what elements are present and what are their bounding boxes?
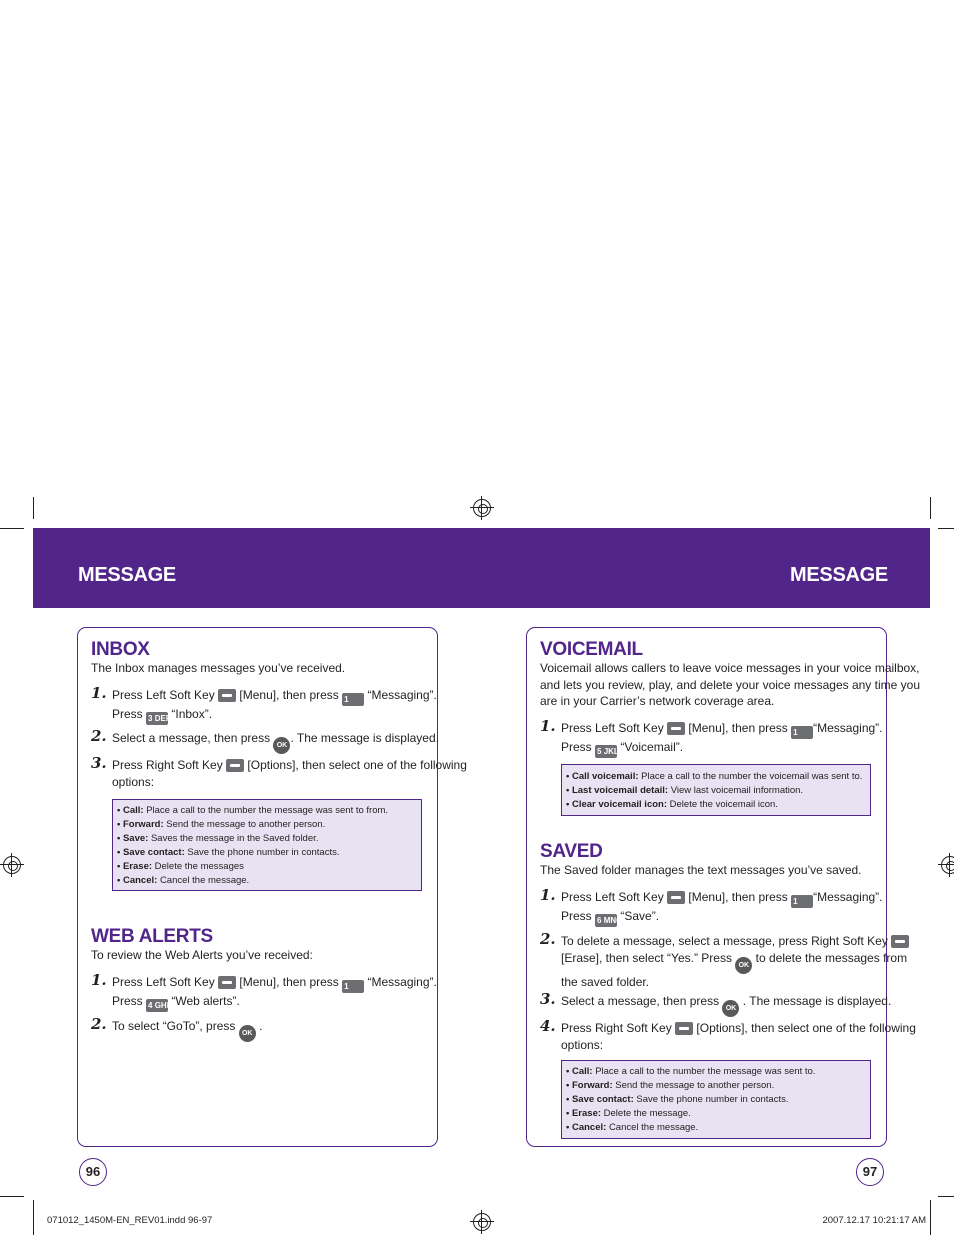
voicemail-heading: VOICEMAIL — [540, 639, 643, 660]
option-item — [566, 1079, 870, 1093]
web-alerts-intro: To review the Web Alerts you’ve received: — [91, 948, 313, 962]
intro-line: Voicemail allows callers to leave voice messages in your voice mailbox, — [540, 661, 920, 675]
key-1-icon: 1 — [342, 980, 364, 993]
key-3-icon: 3 DEF — [148, 714, 171, 723]
crop-mark — [0, 1196, 24, 1197]
option-text: Cancel the message. — [608, 1122, 699, 1133]
step-text: Select a message, then press — [112, 731, 271, 745]
step-text: “Voicemail”. — [620, 740, 684, 754]
step-text: To select “GoTo”, press — [112, 1019, 236, 1033]
file-slug-left: 071012_1450M-EN_REV01.indd 96-97 — [47, 1215, 213, 1226]
option-label: • Erase: — [117, 861, 153, 872]
step-number: 1. — [91, 684, 107, 702]
option-text: Delete the message. — [603, 1108, 691, 1119]
option-text: Place a call to the number the message was sent to. — [595, 1066, 816, 1077]
step-text: “Messaging”. — [813, 721, 883, 735]
saved-heading: SAVED — [540, 841, 603, 862]
step-text: [Erase], then select “Yes.” Press — [561, 950, 732, 965]
step-text: . The message is displayed. — [742, 994, 892, 1008]
option-label: • Call: — [566, 1066, 593, 1077]
voicemail-step-1 — [561, 720, 883, 758]
step-text: Press Left Soft Key — [561, 721, 664, 735]
inbox-step-3 — [112, 757, 467, 790]
option-item — [117, 818, 421, 832]
step-text: Press Left Soft Key — [112, 975, 215, 989]
right-soft-key-icon — [226, 759, 244, 772]
option-text: Send the message to another person. — [166, 819, 326, 830]
left-soft-key-icon — [667, 891, 685, 904]
option-label: • Forward: — [566, 1080, 613, 1091]
file-slug-right: 2007.12.17 10:21:17 AM — [822, 1215, 926, 1226]
option-text: Delete the messages — [154, 861, 244, 872]
crop-mark — [33, 1200, 34, 1235]
step-text: Select a message, then press — [561, 994, 720, 1008]
option-label: • Erase: — [566, 1108, 602, 1119]
option-text: Send the message to another person. — [615, 1080, 775, 1091]
step-text: Press Right Soft Key — [561, 1021, 672, 1035]
option-text: View last voicemail information. — [670, 785, 804, 796]
step-number: 2. — [91, 727, 107, 745]
web-alerts-heading: WEB ALERTS — [91, 926, 213, 947]
option-item — [566, 798, 870, 812]
step-text: options: — [561, 1037, 604, 1052]
intro-line: are in your Carrier’s network coverage area. — [540, 694, 775, 708]
inbox-step-2 — [112, 730, 439, 754]
ok-key-icon: OK — [735, 957, 752, 974]
option-item — [117, 804, 421, 818]
step-text: “Inbox”. — [171, 707, 213, 721]
step-text: To delete a message, select a message, press Right Soft Key — [561, 934, 888, 948]
right-soft-key-icon — [675, 1022, 693, 1035]
inbox-step-1 — [112, 687, 437, 725]
step-text: [Options], then select one of the following — [696, 1021, 916, 1035]
option-label: • Forward: — [117, 819, 164, 830]
key-5-icon: 5 JKL — [597, 747, 619, 756]
step-number: 1. — [540, 717, 556, 735]
ok-key-icon: OK — [239, 1025, 256, 1042]
saved-options-box — [561, 1060, 871, 1139]
key-1-icon: 1 — [791, 726, 813, 739]
step-number: 1. — [91, 971, 107, 989]
saved-step-2 — [561, 933, 909, 990]
ok-key-icon: OK — [722, 1000, 739, 1017]
voicemail-options-box — [561, 764, 871, 816]
step-number: 3. — [540, 990, 556, 1008]
step-text: “Save”. — [620, 909, 660, 923]
step-text: “Messaging”. — [367, 975, 437, 989]
option-item — [566, 784, 870, 798]
page-title-left: MESSAGE — [78, 564, 176, 586]
option-text: Delete the voicemail icon. — [669, 799, 778, 810]
option-item — [566, 1093, 870, 1107]
option-item — [117, 832, 421, 846]
left-soft-key-icon — [218, 689, 236, 702]
crop-mark — [930, 1200, 931, 1235]
crop-mark — [938, 528, 954, 529]
step-text: Press — [112, 707, 143, 721]
option-label: • Call voicemail: — [566, 771, 639, 782]
option-text: Place a call to the number the message was sent to from. — [146, 805, 389, 816]
key-6-icon: 6 MNO — [597, 916, 623, 925]
option-item — [117, 846, 421, 860]
step-text: Press Left Soft Key — [112, 688, 215, 702]
saved-step-3 — [561, 993, 891, 1017]
step-text: [Menu], then press — [688, 721, 788, 735]
option-item — [566, 1107, 870, 1121]
step-text: options: — [112, 774, 155, 789]
step-text: “Web alerts”. — [171, 994, 240, 1008]
inbox-intro: The Inbox manages messages you’ve received. — [91, 661, 346, 675]
registration-mark-icon — [941, 856, 954, 874]
registration-mark-icon — [3, 856, 21, 874]
option-text: Cancel the message. — [159, 875, 250, 886]
option-label: • Save contact: — [566, 1094, 634, 1105]
saved-intro: The Saved folder manages the text messages you’ve saved. — [540, 863, 862, 877]
inbox-options-box — [112, 799, 422, 891]
page-number-left: 96 — [79, 1158, 107, 1186]
step-text: Press Left Soft Key — [561, 890, 664, 904]
inbox-heading: INBOX — [91, 639, 150, 660]
option-text: Save the phone number in contacts. — [636, 1094, 789, 1105]
option-label: • Clear voicemail icon: — [566, 799, 668, 810]
option-text: Place a call to the number the voicemail was sent to. — [641, 771, 863, 782]
web-alerts-step-1 — [112, 974, 437, 1012]
web-alerts-step-2 — [112, 1018, 262, 1042]
option-label: • Cancel: — [117, 875, 158, 886]
step-text: Press — [112, 994, 143, 1008]
crop-mark — [0, 528, 24, 529]
step-text: [Options], then select one of the following — [247, 758, 467, 772]
step-number: 3. — [91, 754, 107, 772]
registration-mark-icon — [473, 1213, 491, 1231]
step-text: [Menu], then press — [688, 890, 788, 904]
right-soft-key-icon — [891, 935, 909, 948]
option-item — [566, 1121, 870, 1135]
left-soft-key-icon — [218, 976, 236, 989]
step-number: 1. — [540, 886, 556, 904]
step-number: 2. — [91, 1015, 107, 1033]
option-label: • Cancel: — [566, 1122, 607, 1133]
option-item — [566, 770, 870, 784]
key-1-icon: 1 — [791, 895, 813, 908]
step-text: to delete the messages from — [755, 950, 908, 965]
saved-step-1 — [561, 889, 883, 927]
option-label: • Call: — [117, 805, 144, 816]
saved-step-4 — [561, 1020, 916, 1053]
ok-key-icon: OK — [273, 737, 290, 754]
step-text: “Messaging”. — [367, 688, 437, 702]
key-4-icon: 4 GHI — [148, 1001, 169, 1010]
step-number: 2. — [540, 930, 556, 948]
crop-mark — [938, 1196, 954, 1197]
step-text: [Menu], then press — [239, 688, 339, 702]
page-title-right: MESSAGE — [790, 564, 888, 586]
intro-line: and lets you review, play, and delete your voice messages any time you — [540, 677, 920, 692]
page-number-right: 97 — [856, 1158, 884, 1186]
crop-mark — [930, 497, 931, 519]
voicemail-intro — [540, 660, 920, 710]
step-text: “Messaging”. — [813, 890, 883, 904]
key-1-icon: 1 — [342, 693, 364, 706]
step-text: [Menu], then press — [239, 975, 339, 989]
step-text: Press — [561, 740, 592, 754]
option-label: • Last voicemail detail: — [566, 785, 669, 796]
option-label: • Save contact: — [117, 847, 185, 858]
option-item — [566, 1065, 870, 1079]
step-text: . — [259, 1019, 263, 1033]
step-text: Press — [561, 909, 592, 923]
option-text: Saves the message in the Saved folder. — [150, 833, 319, 844]
option-item — [117, 860, 421, 874]
step-text: Press Right Soft Key — [112, 758, 223, 772]
crop-mark — [33, 497, 34, 519]
step-text: . The message is displayed. — [290, 731, 439, 745]
registration-mark-icon — [473, 499, 491, 517]
option-text: Save the phone number in contacts. — [187, 847, 340, 858]
step-text: the saved folder. — [561, 974, 650, 989]
left-soft-key-icon — [667, 722, 685, 735]
option-item — [117, 874, 421, 888]
option-label: • Save: — [117, 833, 149, 844]
step-number: 4. — [540, 1017, 556, 1035]
